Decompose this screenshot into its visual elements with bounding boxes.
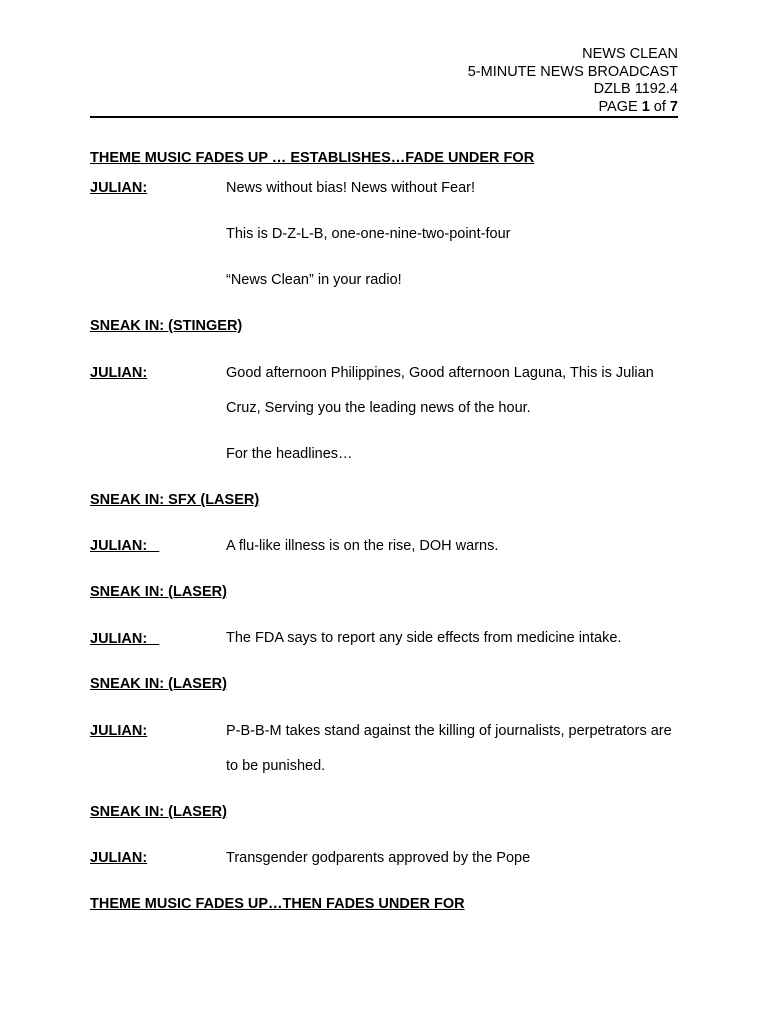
speaker-label: JULIAN: [90, 631, 160, 647]
dialogue-line: News without bias! News without Fear! [226, 180, 476, 196]
production-cue: THEME MUSIC FADES UP … ESTABLISHES…FADE UNDER FOR [90, 150, 535, 166]
page-indicator [468, 99, 678, 117]
production-cue: SNEAK IN: (LASER) [90, 804, 227, 820]
dialogue-line: Transgender godparents approved by the Pope [226, 850, 531, 866]
dialogue-line: A flu-like illness is on the rise, DOH warns. [226, 538, 499, 554]
page-number: 1 [641, 98, 650, 115]
dialogue-line: For the headlines… [226, 446, 353, 462]
production-cue: SNEAK IN: (STINGER) [90, 318, 243, 334]
page-label: PAGE [598, 98, 638, 115]
speaker-label: JULIAN: [90, 723, 148, 739]
station-id: DZLB 1192.4 [593, 81, 678, 97]
dialogue-line: The FDA says to report any side effects from medicine intake. [226, 630, 622, 646]
dialogue-line: Good afternoon Philippines, Good afternoon Laguna, This is Julian Cruz, Serving you the leading news of the hour. [226, 365, 654, 416]
speaker-label: JULIAN: [90, 538, 160, 554]
header-divider [90, 116, 678, 118]
page-of: of [653, 98, 666, 115]
production-cue: SNEAK IN: SFX (LASER) [90, 492, 260, 508]
speaker-label: JULIAN: [90, 365, 148, 381]
dialogue-line: “News Clean” in your radio! [226, 272, 402, 288]
production-cue: SNEAK IN: (LASER) [90, 676, 227, 692]
speaker-label: JULIAN: [90, 180, 148, 196]
production-cue: THEME MUSIC FADES UP…THEN FADES UNDER FOR [90, 896, 465, 912]
dialogue-line: This is D-Z-L-B, one-one-nine-two-point-four [226, 226, 511, 242]
speaker-label: JULIAN: [90, 850, 148, 866]
dialogue-line: P-B-B-M takes stand against the killing of journalists, perpetrators are to be punished. [226, 723, 672, 774]
page-header [468, 46, 678, 116]
page-total: 7 [669, 98, 678, 115]
program-subtitle: 5-MINUTE NEWS BROADCAST [467, 63, 678, 80]
production-cue: SNEAK IN: (LASER) [90, 584, 227, 600]
program-title: NEWS CLEAN [582, 46, 678, 62]
